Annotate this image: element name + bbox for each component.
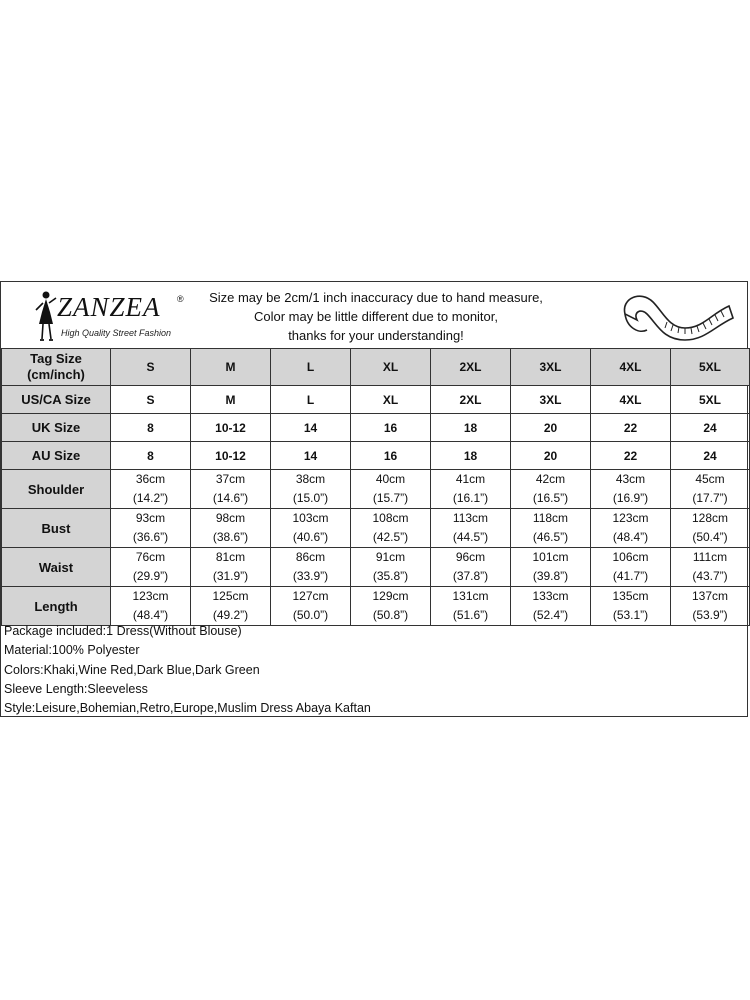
table-cell: M	[191, 386, 271, 414]
table-cell	[671, 587, 750, 626]
table-cell	[111, 587, 191, 626]
colors-info: Colors:Khaki,Wine Red,Dark Blue,Dark Green	[4, 662, 260, 677]
inch-value: (16.1”)	[452, 491, 489, 505]
inch-value: (52.4”)	[532, 608, 569, 622]
table-cell: 14	[271, 414, 351, 442]
cm-value: 86cm	[295, 550, 326, 564]
notice-line: Color may be little different due to monitor,	[254, 309, 498, 324]
table-cell	[591, 548, 671, 587]
brand-logo	[31, 288, 191, 343]
table-cell	[431, 587, 511, 626]
table-cell	[431, 509, 511, 548]
row-label: Bust	[2, 509, 111, 548]
inch-value: (15.0”)	[292, 491, 329, 505]
inch-value: (29.9”)	[132, 569, 169, 583]
cm-value: 128cm	[691, 511, 729, 525]
table-cell	[431, 470, 511, 509]
table-cell: 22	[591, 414, 671, 442]
tag-size-cell: XL	[351, 349, 431, 386]
cm-value: 81cm	[215, 550, 246, 564]
cm-value: 118cm	[532, 511, 569, 525]
inch-value: (48.4”)	[132, 608, 169, 622]
table-cell	[191, 470, 271, 509]
inch-value: (49.2”)	[212, 608, 249, 622]
material-info: Material:100% Polyester	[4, 643, 140, 658]
tag-size-cell: L	[271, 349, 351, 386]
cm-value: 101cm	[532, 550, 569, 564]
table-cell: 16	[351, 442, 431, 470]
cm-value: 37cm	[215, 472, 246, 486]
size-chart-header	[1, 282, 747, 349]
inch-value: (38.6”)	[212, 530, 249, 544]
table-cell: XL	[351, 386, 431, 414]
sleeve-info: Sleeve Length:Sleeveless	[4, 681, 148, 696]
cm-value: 98cm	[215, 511, 246, 525]
cm-value: 91cm	[375, 550, 406, 564]
table-cell	[351, 509, 431, 548]
tag-size-cell: 3XL	[511, 349, 591, 386]
cm-value: 43cm	[615, 472, 646, 486]
row-label: US/CA Size	[2, 386, 111, 414]
tag-size-cell: 2XL	[431, 349, 511, 386]
table-cell	[191, 548, 271, 587]
table-cell: 14	[271, 442, 351, 470]
inch-value: (37.8”)	[452, 569, 489, 583]
inch-value: (36.6”)	[132, 530, 169, 544]
inch-value: (14.2”)	[132, 491, 169, 505]
inch-value: (31.9”)	[212, 569, 249, 583]
table-cell: 20	[511, 442, 591, 470]
table-cell: 18	[431, 414, 511, 442]
table-cell	[591, 509, 671, 548]
measuring-tape-icon	[607, 284, 737, 346]
inch-value: (16.5”)	[532, 491, 569, 505]
inch-value: (50.0”)	[292, 608, 329, 622]
table-cell	[271, 509, 351, 548]
cm-value: 125cm	[212, 589, 249, 603]
cm-value: 40cm	[375, 472, 406, 486]
notice-line: Size may be 2cm/1 inch inaccuracy due to hand measure,	[209, 290, 543, 305]
inch-value: (35.8”)	[372, 569, 409, 583]
inch-value: (33.9”)	[292, 569, 329, 583]
inch-value: (40.6”)	[292, 530, 329, 544]
table-cell	[351, 587, 431, 626]
inch-value: (39.8”)	[532, 569, 569, 583]
cm-value: 96cm	[455, 550, 486, 564]
table-cell	[511, 587, 591, 626]
style-info: Style:Leisure,Bohemian,Retro,Europe,Muslim Dress Abaya Kaftan	[4, 701, 371, 716]
table-row	[2, 442, 750, 470]
tag-size-cell: 5XL	[671, 349, 750, 386]
table-cell: 10-12	[191, 414, 271, 442]
table-cell: 18	[431, 442, 511, 470]
inch-value: (15.7”)	[372, 491, 409, 505]
table-row	[2, 548, 750, 587]
table-cell	[671, 509, 750, 548]
cm-value: 123cm	[132, 589, 169, 603]
cm-value: 131cm	[452, 589, 489, 603]
cm-value: 129cm	[372, 589, 409, 603]
product-info	[1, 622, 747, 718]
inch-value: (42.5”)	[372, 530, 409, 544]
inch-value: (14.6”)	[212, 491, 249, 505]
cm-value: 123cm	[612, 511, 649, 525]
cm-value: 133cm	[532, 589, 569, 603]
tag-size-cell: M	[191, 349, 271, 386]
registered-mark: ®	[177, 294, 184, 304]
brand-tagline: High Quality Street Fashion	[61, 328, 172, 338]
table-cell: L	[271, 386, 351, 414]
table-cell: 8	[111, 414, 191, 442]
cm-value: 38cm	[295, 472, 326, 486]
table-cell: 2XL	[431, 386, 511, 414]
tag-size-cell: S	[111, 349, 191, 386]
table-cell: 16	[351, 414, 431, 442]
table-cell	[511, 470, 591, 509]
table-cell	[191, 509, 271, 548]
table-cell: 5XL	[671, 386, 750, 414]
unit-label: (cm/inch)	[27, 367, 85, 382]
table-cell: 24	[671, 442, 750, 470]
fashion-figure-icon	[33, 290, 59, 342]
table-cell	[111, 509, 191, 548]
size-table	[1, 348, 750, 626]
table-cell: 20	[511, 414, 591, 442]
cm-value: 36cm	[135, 472, 166, 486]
tag-size-cell: 4XL	[591, 349, 671, 386]
cm-value: 127cm	[292, 589, 329, 603]
table-cell	[591, 470, 671, 509]
size-chart	[0, 281, 748, 717]
inch-value: (46.5”)	[532, 530, 569, 544]
inch-value: (50.4”)	[692, 530, 728, 544]
table-cell	[351, 470, 431, 509]
table-cell	[591, 587, 671, 626]
table-cell	[271, 470, 351, 509]
table-cell	[671, 548, 750, 587]
notice-line: thanks for your understanding!	[288, 328, 464, 343]
table-cell: 3XL	[511, 386, 591, 414]
table-cell	[191, 587, 271, 626]
row-label: Length	[2, 587, 111, 626]
inch-value: (53.1”)	[612, 608, 649, 622]
brand-name: ZANZEA	[57, 292, 161, 322]
row-label: AU Size	[2, 442, 111, 470]
cm-value: 103cm	[292, 511, 329, 525]
table-row	[2, 509, 750, 548]
inch-value: (41.7”)	[612, 569, 649, 583]
table-cell: 10-12	[191, 442, 271, 470]
cm-value: 93cm	[135, 511, 166, 525]
inch-value: (48.4”)	[612, 530, 649, 544]
inch-value: (51.6”)	[452, 608, 489, 622]
table-cell	[351, 548, 431, 587]
table-cell	[271, 548, 351, 587]
cm-value: 108cm	[372, 511, 409, 525]
cm-value: 76cm	[135, 550, 166, 564]
table-cell	[111, 470, 191, 509]
cm-value: 113cm	[452, 511, 489, 525]
table-row	[2, 414, 750, 442]
table-cell	[671, 470, 750, 509]
table-cell	[111, 548, 191, 587]
cm-value: 42cm	[535, 472, 566, 486]
inch-value: (50.8”)	[372, 608, 409, 622]
table-row	[2, 470, 750, 509]
table-cell: 24	[671, 414, 750, 442]
table-cell	[511, 548, 591, 587]
cm-value: 111cm	[692, 550, 728, 564]
table-cell	[271, 587, 351, 626]
inch-value: (17.7”)	[692, 491, 728, 505]
inch-value: (44.5”)	[452, 530, 489, 544]
package-info: Package included:1 Dress(Without Blouse)	[4, 624, 242, 638]
cm-value: 45cm	[695, 472, 725, 486]
row-label	[2, 349, 111, 386]
table-cell: 22	[591, 442, 671, 470]
row-label: Waist	[2, 548, 111, 587]
row-label: UK Size	[2, 414, 111, 442]
cm-value: 137cm	[691, 589, 729, 603]
inch-value: (43.7”)	[692, 569, 728, 583]
measurement-notice	[191, 288, 561, 345]
table-cell: 8	[111, 442, 191, 470]
inch-value: (16.9”)	[612, 491, 649, 505]
table-row	[2, 386, 750, 414]
table-cell: S	[111, 386, 191, 414]
table-row	[2, 349, 750, 386]
table-cell	[511, 509, 591, 548]
cm-value: 41cm	[455, 472, 486, 486]
table-row	[2, 587, 750, 626]
tag-size-label: Tag Size	[30, 351, 82, 366]
cm-value: 106cm	[612, 550, 649, 564]
row-label: Shoulder	[2, 470, 111, 509]
table-cell: 4XL	[591, 386, 671, 414]
table-cell	[431, 548, 511, 587]
cm-value: 135cm	[612, 589, 649, 603]
inch-value: (53.9”)	[692, 608, 728, 622]
